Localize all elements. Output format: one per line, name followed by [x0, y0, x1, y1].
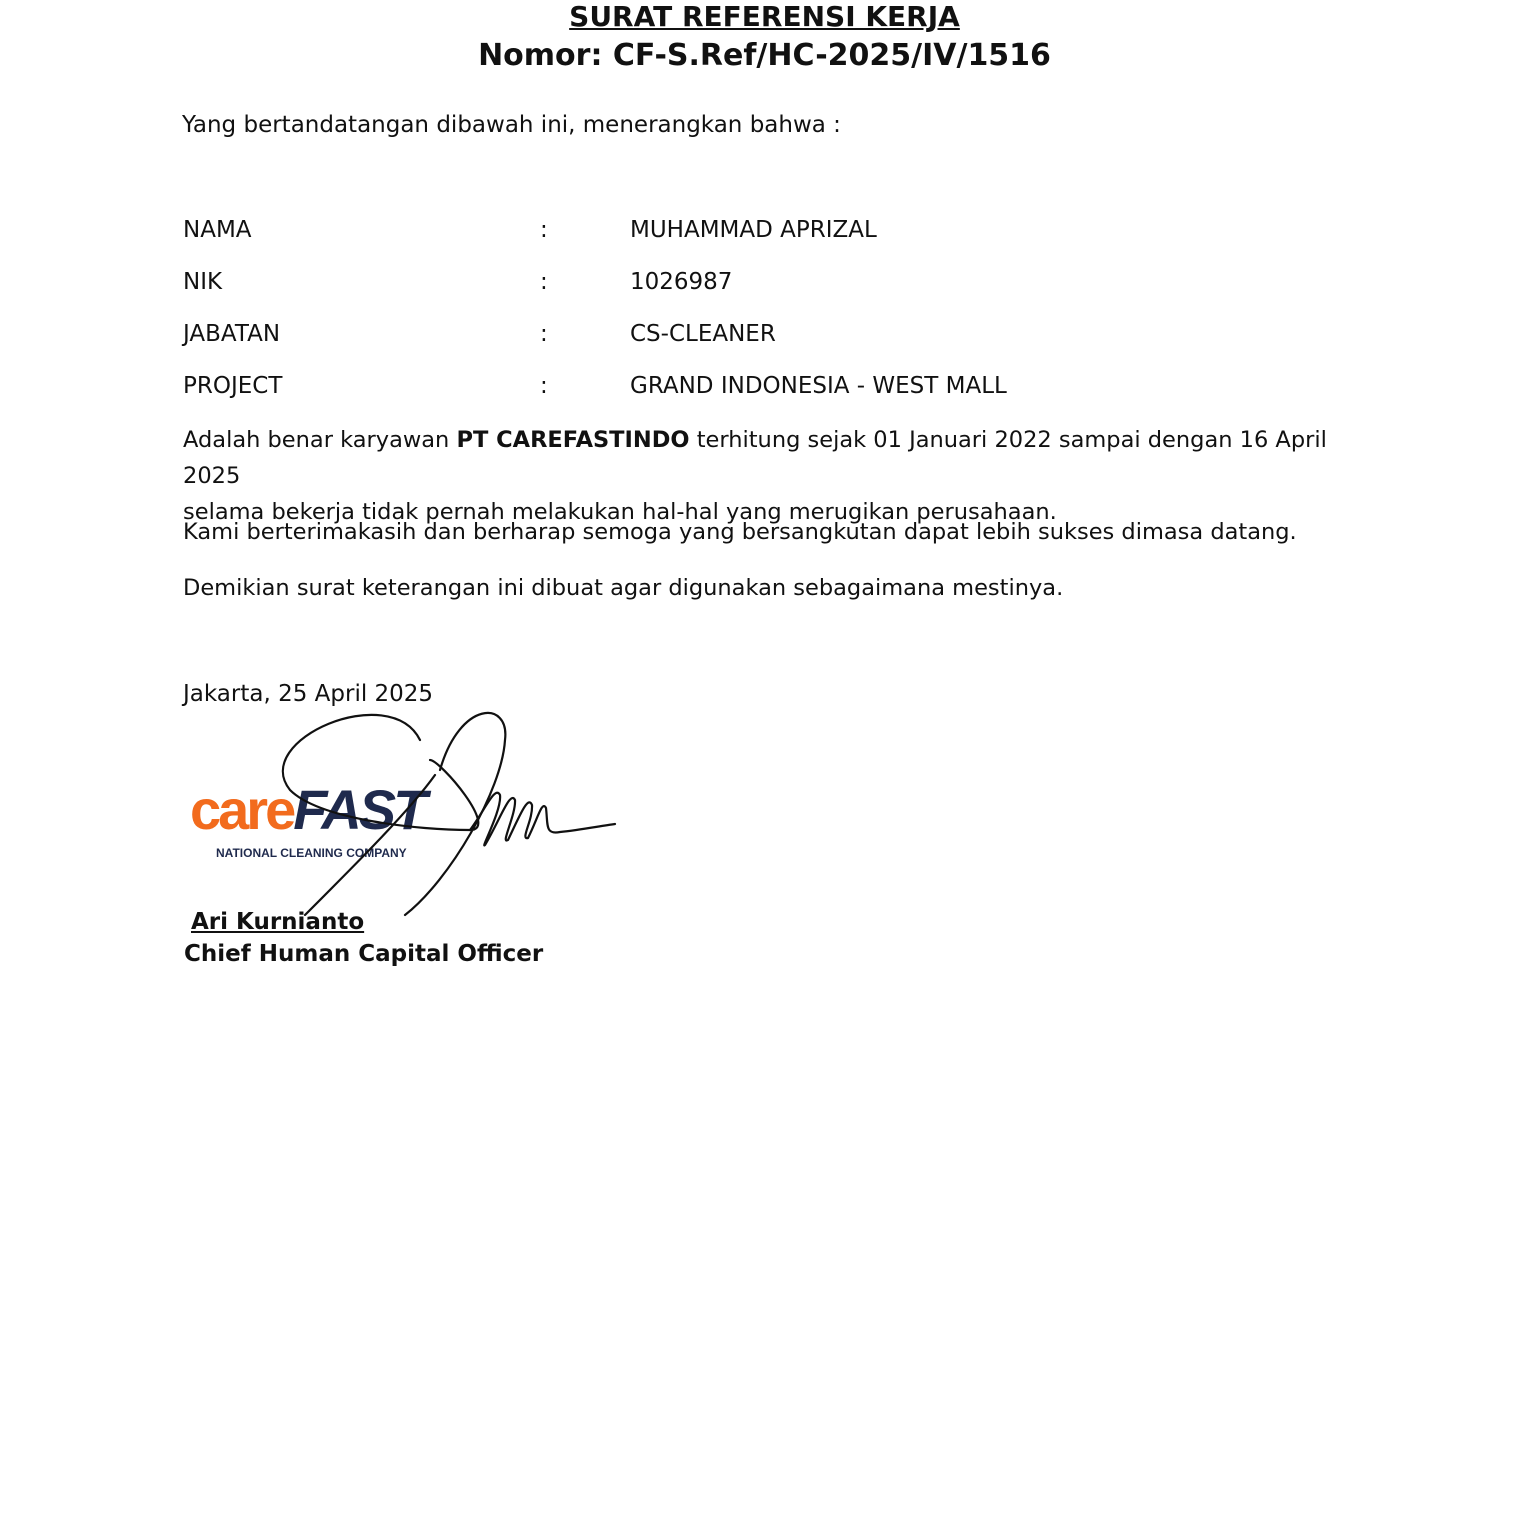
logo-fast: FAST	[293, 778, 425, 841]
logo-tagline: NATIONAL CLEANING COMPANY	[216, 846, 407, 860]
field-colon: :	[540, 321, 548, 347]
field-label: PROJECT	[183, 373, 283, 399]
letter-title: SURAT REFERENSI KERJA	[569, 0, 960, 33]
statement-prefix: Adalah benar karyawan	[183, 427, 457, 453]
field-row-project	[183, 370, 1183, 422]
field-value: GRAND INDONESIA - WEST MALL	[630, 373, 1007, 399]
field-label: JABATAN	[183, 321, 281, 347]
field-value: 1026987	[630, 269, 733, 295]
field-row-nama	[183, 214, 1183, 266]
signature-scribble	[270, 700, 630, 930]
employee-fields	[183, 214, 1183, 422]
signer-title: Chief Human Capital Officer	[184, 941, 544, 967]
place-date: Jakarta, 25 April 2025	[183, 681, 434, 707]
field-row-nik	[183, 266, 1183, 318]
field-value: CS-CLEANER	[630, 321, 776, 347]
field-colon: :	[540, 217, 548, 243]
field-label: NIK	[183, 269, 223, 295]
logo-care: care	[190, 778, 294, 841]
intro-text: Yang bertandatangan dibawah ini, menerangkan bahwa :	[182, 112, 841, 138]
field-colon: :	[540, 373, 548, 399]
thanks-paragraph: Kami berterimakasih dan berharap semoga yang bersangkutan dapat lebih sukses dimasa datang.	[183, 519, 1297, 545]
field-value: MUHAMMAD APRIZAL	[630, 217, 877, 243]
letter-number: Nomor: CF-S.Ref/HC-2025/IV/1516	[478, 38, 1051, 73]
statement-conduct: selama bekerja tidak pernah melakukan hal-hal yang merugikan perusahaan.	[183, 499, 1057, 525]
company-name: PT CAREFASTINDO	[456, 427, 690, 453]
field-colon: :	[540, 269, 548, 295]
field-label: NAMA	[183, 217, 252, 243]
field-row-jabatan	[183, 318, 1183, 370]
signer-name: Ari Kurnianto	[191, 909, 365, 935]
closing-paragraph: Demikian surat keterangan ini dibuat agar digunakan sebagaimana mestinya.	[183, 575, 1064, 601]
statement-period: terhitung sejak 01 Januari 2022 sampai dengan 16 April 2025	[183, 427, 1327, 489]
